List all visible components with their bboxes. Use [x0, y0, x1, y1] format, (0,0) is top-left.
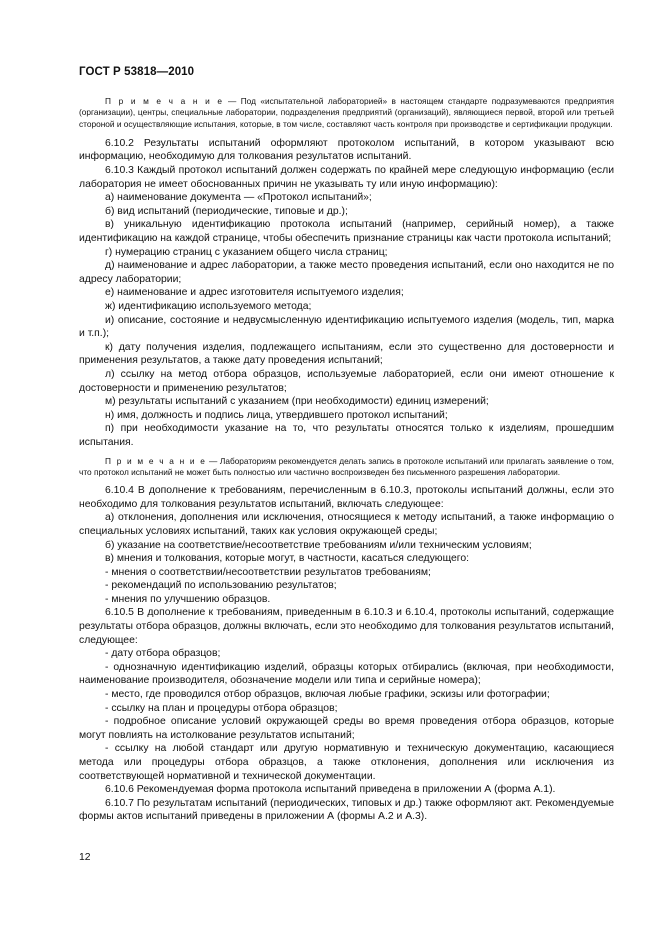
paragraph: - ссылку на план и процедуры отбора образцов; [105, 702, 338, 714]
section-block-1 [79, 137, 614, 450]
paragraph: - подробное описание условий окружающей среды во время проведения отбора образцов, которые могут повлиять на истолкование результатов испытаний; [79, 716, 614, 741]
paragraph: - место, где проводился отбор образцов, включая любые графики, эскизы или фотографии; [105, 689, 550, 701]
paragraph: б) вид испытаний (периодические, типовые и др.); [105, 205, 348, 217]
paragraph: 6.10.5 В дополнение к требованиям, приведенным в 6.10.3 и 6.10.4, протоколы испытаний, содержащие результаты отбора образцов, должны включать, если это необходимо для толкования результатов испытаний, следующее: [79, 607, 614, 646]
paragraph: 6.10.2 Результаты испытаний оформляют протоколом испытаний, в котором указывают всю информацию, необходимую для толкования результатов испытаний. [79, 137, 614, 163]
note-label: П р и м е ч а н и е [105, 455, 207, 466]
paragraph: б) указание на соответствие/несоответствие требованиям и/или техническим условиям; [105, 539, 532, 551]
paragraph: - мнения по улучшению образцов. [105, 593, 271, 605]
paragraph: а) наименование документа — «Протокол испытаний»; [105, 192, 372, 204]
paragraph: а) отклонения, дополнения или исключения, относящиеся к методу испытаний, а также информацию о специальных условиях испытаний, таких как условия окружающей среды; [79, 512, 614, 537]
paragraph: м) результаты испытаний с указанием (при необходимости) единиц измерений; [105, 396, 489, 408]
paragraph: л) ссылку на метод отбора образцов, используемые лабораторией, если они имеют отношение к достоверности и применению результатов; [79, 368, 614, 394]
note-1 [79, 96, 614, 130]
note-text: — Лабораториям рекомендуется делать запись в протоколе испытаний или прилагать заявление о том, что протокол испытаний не может быть полностью или частично воспроизведен без письменного разрешения лаборатории. [79, 455, 614, 477]
paragraph: - ссылку на любой стандарт или другую нормативную и техническую документацию, касающиеся метода или процедуры отбора образцов, а также отклонения, дополнения или исключения из соответствующей нормативной и технической документации. [79, 743, 614, 782]
paragraph: к) дату получения изделия, подлежащего испытаниям, если это существенно для достоверности и применения результатов, а также дату проведения испытаний; [79, 341, 614, 367]
paragraph: п) при необходимости указание на то, что результаты относятся только к изделиям, прошедшим испытания. [79, 423, 614, 448]
paragraph: и) описание, состояние и недвусмысленную идентификацию испытуемого изделия (модель, тип, марка и т.п.); [79, 314, 614, 340]
paragraph: г) нумерацию страниц с указанием общего числа страниц; [105, 246, 388, 258]
page-number: 12 [79, 852, 91, 863]
paragraph: - мнения о соответствии/несоответствии результатов требованиям; [105, 566, 431, 578]
paragraph: 6.10.7 По результатам испытаний (периодических, типовых и др.) также оформляют акт. Рекомендуемые формы актов испытаний приведены в приложении А (формы А.2 и А.3). [79, 797, 614, 823]
section-block-2 [79, 484, 614, 824]
paragraph: е) наименование и адрес изготовителя испытуемого изделия; [105, 287, 404, 299]
note-label: П р и м е ч а н и е [105, 96, 224, 106]
page-body [79, 96, 614, 824]
document-header: ГОСТ Р 53818—2010 [79, 66, 195, 78]
paragraph: д) наименование и адрес лаборатории, а также место проведения испытаний, если оно находится не по адресу лаборатории; [79, 260, 614, 285]
paragraph: - однозначную идентификацию изделий, образцы которых отбирались (включая, при необходимости, наименование производителя, обозначение модели или типа и серийные номера); [79, 661, 614, 687]
note-2 [79, 456, 614, 479]
paragraph: н) имя, должность и подпись лица, утвердившего протокол испытаний; [105, 409, 448, 421]
paragraph: в) уникальную идентификацию протокола испытаний (например, серийный номер), а также идентификацию на каждой странице, чтобы обеспечить признание страницы как части протокола испытаний; [79, 219, 614, 245]
paragraph: в) мнения и толкования, которые могут, в частности, касаться следующего: [105, 553, 470, 565]
note-text: — Под «испытательной лабораторией» в настоящем стандарте подразумеваются предприятия (организации), центры, специальные лаборатории, подразделения предприятий (организаций), являющиеся первой, второй или третьей стороной и осуществляющие испытания, которые, в том числе, составляют часть контроля при производстве и сертификации продукции. [79, 96, 614, 129]
paragraph: 6.10.6 Рекомендуемая форма протокола испытаний приведена в приложении А (форма А.1). [105, 784, 556, 796]
paragraph: ж) идентификацию используемого метода; [105, 301, 312, 313]
paragraph: - дату отбора образцов; [105, 648, 221, 660]
paragraph: - рекомендаций по использованию результатов; [105, 580, 337, 592]
paragraph: 6.10.3 Каждый протокол испытаний должен содержать по крайней мере следующую информацию (если лаборатория не имеет обоснованных причин не указывать ту или иную информацию): [79, 165, 614, 190]
paragraph: 6.10.4 В дополнение к требованиям, перечисленным в 6.10.3, протоколы испытаний должны, если это необходимо для толкования результатов испытаний, включать следующее: [79, 485, 614, 510]
